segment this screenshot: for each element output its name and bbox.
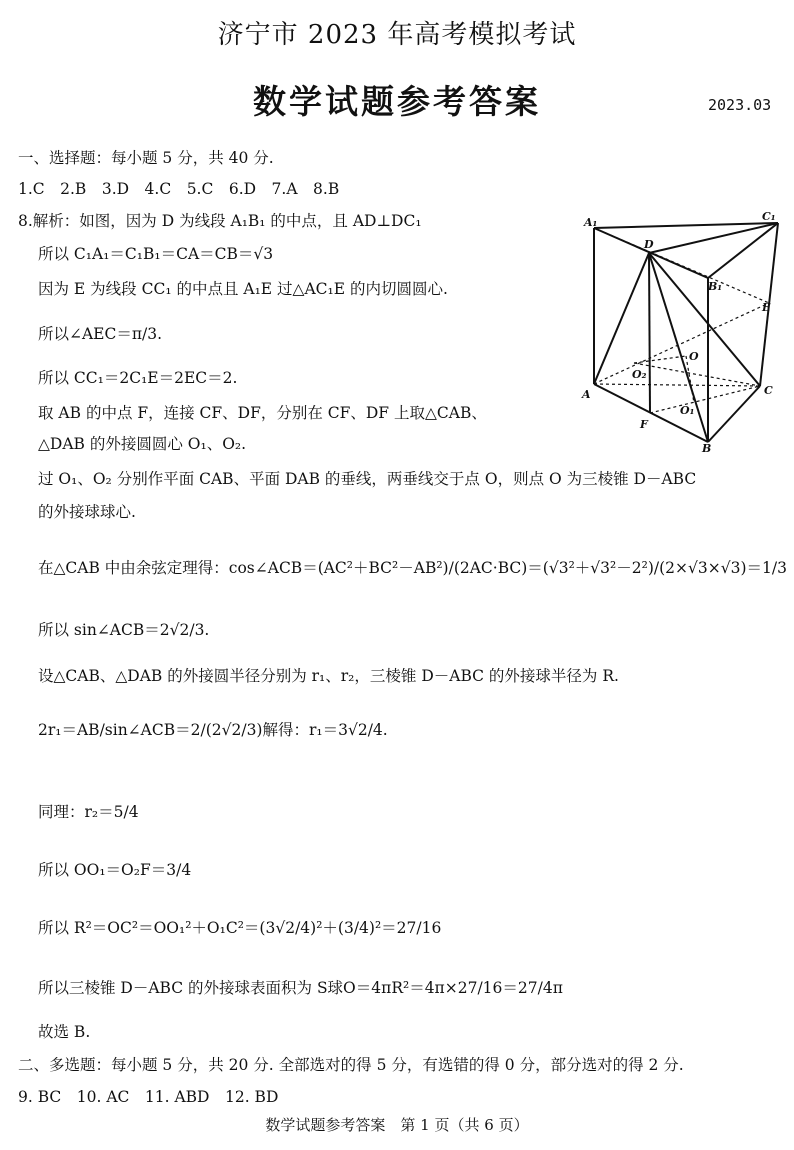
section2-answers: 9. BC 10. AC 11. ABD 12. BD (18, 1088, 279, 1106)
solution8-line4: 所以∠AEC＝π/3. (38, 325, 163, 343)
solution8-line11: 所以 sin∠ACB＝2√2/3. (38, 621, 210, 639)
label-a: A (582, 388, 591, 401)
section1-heading: 一、选择题：每小题 5 分，共 40 分. (18, 149, 274, 167)
label-d: D (644, 238, 654, 251)
hidden-edge-o2o (634, 356, 686, 363)
document-date: 2023.03 (708, 96, 772, 114)
label-c1: C₁ (762, 210, 776, 223)
label-b1: B₁ (708, 280, 723, 293)
hidden-edge-o2c (634, 363, 760, 386)
solution8-line9: 的外接球球心. (38, 503, 136, 521)
solution8-line7: △DAB 的外接圆圆心 O₁、O₂. (38, 435, 247, 453)
solution8-line16: 所以 R²＝OC²＝OO₁²＋O₁C²＝(3√2/4)²＋(3/4)²＝27/16 (38, 919, 442, 937)
solution8-line14: 同理：r₂＝5/4 (38, 803, 139, 821)
edge-a1c1 (594, 223, 778, 228)
solution8-line5: 所以 CC₁＝2C₁E＝2EC＝2. (38, 369, 238, 387)
hidden-edge-ac (594, 384, 760, 386)
document-subtitle: 数学试题参考答案 (253, 82, 541, 121)
solution8-line3: 因为 E 为线段 CC₁ 的中点且 A₁E 过△AC₁E 的内切圆圆心. (38, 280, 448, 298)
label-e: E (762, 301, 771, 314)
prism-figure (574, 208, 784, 452)
edge-df (649, 253, 650, 413)
edge-bc (708, 386, 760, 442)
document-title: 济宁市 2023 年高考模拟考试 (217, 20, 577, 50)
hidden-edge-fc (650, 386, 760, 413)
edge-db (649, 253, 708, 442)
label-o: O (689, 350, 699, 363)
label-b: B (702, 442, 712, 452)
solution8-line13: 2r₁＝AB/sin∠ACB＝2/(2√2/3)解得：r₁＝3√2/4. (38, 721, 388, 739)
label-o1: O₁ (680, 404, 695, 417)
solution8-line12: 设△CAB、△DAB 的外接圆半径分别为 r₁、r₂，三棱锥 D－ABC 的外接球半径为 R. (38, 667, 619, 685)
solution8-line2: 所以 C₁A₁＝C₁B₁＝CA＝CB＝√3 (38, 245, 274, 263)
solution8-line18: 故选 B. (38, 1023, 91, 1041)
label-f: F (640, 418, 648, 431)
label-o2: O₂ (632, 368, 647, 381)
solution8-line8: 过 O₁、O₂ 分别作平面 CAB、平面 DAB 的垂线，两垂线交于点 O，则点 O 为三棱锥 D－ABC (38, 470, 697, 488)
label-a1: A₁ (584, 216, 598, 229)
section2-heading: 二、多选题：每小题 5 分，共 20 分. 全部选对的得 5 分，有选错的得 0 分，部分选对的得 2 分. (18, 1056, 684, 1074)
solution8-line15: 所以 OO₁＝O₂F＝3/4 (38, 861, 192, 879)
page-footer: 数学试题参考答案 第 1 页（共 6 页） (265, 1116, 529, 1134)
section1-answers: 1.C 2.B 3.D 4.C 5.C 6.D 7.A 8.B (18, 180, 340, 198)
solution8-line1: 8.解析：如图，因为 D 为线段 A₁B₁ 的中点，且 AD⊥DC₁ (18, 212, 422, 230)
label-c: C (764, 384, 773, 397)
edge-dc (649, 253, 760, 386)
solution8-line6: 取 AB 的中点 F，连接 CF、DF，分别在 CF、DF 上取△CAB、 (38, 404, 487, 422)
solution8-line17: 所以三棱锥 D－ABC 的外接球表面积为 S球O＝4πR²＝4π×27/16＝27/4π (38, 979, 563, 997)
solution8-line10: 在△CAB 中由余弦定理得：cos∠ACB＝(AC²＋BC²－AB²)/(2AC·BC)＝(√3²＋√3²－2²)/(2×√3×√3)＝1/3 (38, 559, 787, 577)
